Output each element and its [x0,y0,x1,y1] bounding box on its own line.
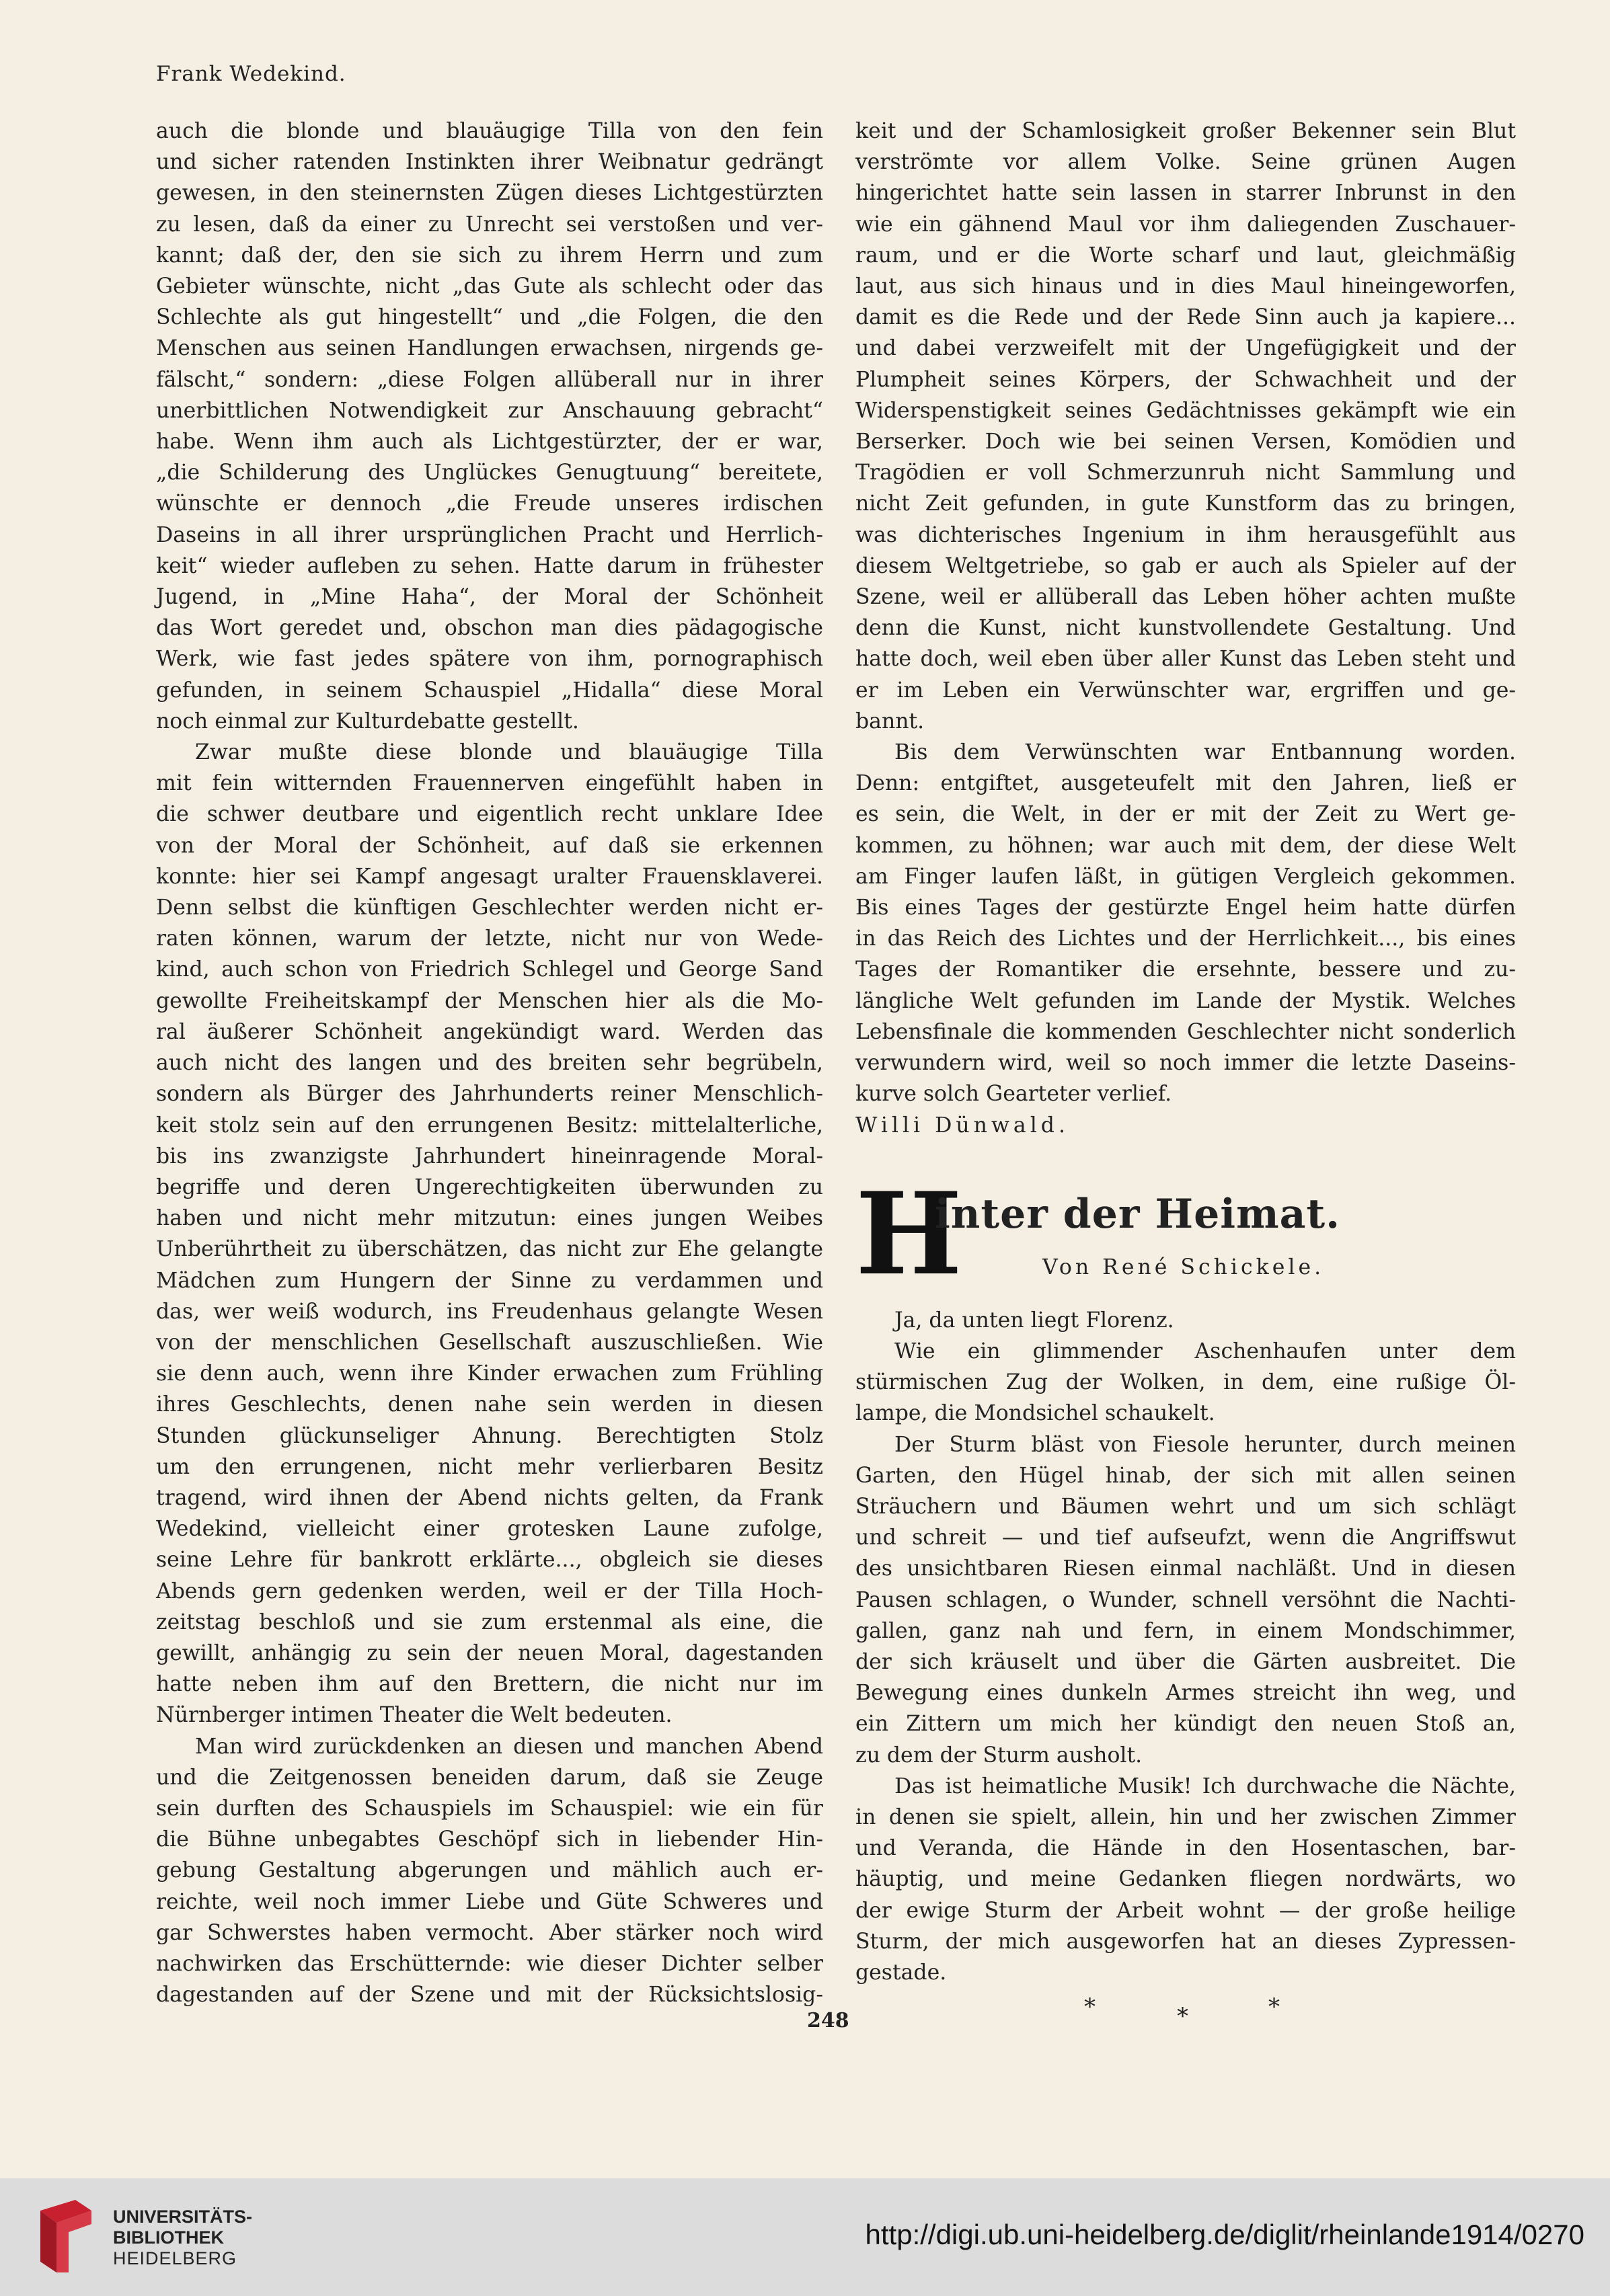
text-line: Das ist heimatliche Musik! Ich durchwache die Nächte, [894,1774,1516,1798]
text-line: Jugend, in „Mine Haha“, der Moral der Schönheit [156,585,823,610]
text-line: Berserker. Doch wie bei seinen Versen, Komödien und [855,430,1516,454]
text-line: und die Zeitgenossen beneiden darum, daß sie Zeuge [156,1765,823,1790]
text-line: habe. Wenn ihm auch als Lichtgestürzter, der er war, [156,430,823,454]
text-line: in denen sie spielt, allein, hin und her zwischen Zimmer [855,1805,1516,1829]
text-line: seine Lehre für bankrott erklärte..., obgleich sie dieses [156,1548,823,1573]
text-line: denn die Kunst, nicht kunstvollendete Gestaltung. Und [855,616,1516,641]
text-line: Tages der Romantiker die ersehnte, bessere und zu- [855,957,1516,982]
text-line: reichte, weil noch immer Liebe und Güte Schweres und [156,1889,823,1914]
text-line: Sträuchern und Bäumen wehrt und um sich schlägt [855,1494,1516,1519]
text-line: nicht Zeit gefunden, in gute Kunstform das zu bringen, [855,491,1516,516]
text-line: Mädchen zum Hungern der Sinne zu verdammen und [156,1268,823,1293]
text-line: hatte neben ihm auf den Brettern, die nicht nur im [156,1672,823,1697]
text-line: längliche Welt gefunden im Lande der Mystik. Welches [855,988,1516,1013]
text-line: keit und der Schamlosigkeit großer Bekenner sein Blut [855,119,1516,143]
text-line: häuptig, und meine Gedanken fliegen nordwärts, wo [855,1867,1516,1892]
text-line: Unberührtheit zu überschätzen, das nicht zur Ehe gelangte [156,1237,823,1262]
text-line: Abends gern gedenken werden, weil er der Tilla Hoch- [156,1579,823,1604]
text-line: Der Sturm bläst von Fiesole herunter, durch meinen [894,1432,1516,1457]
text-line: gar Schwerstes haben vermocht. Aber stärker noch wird [156,1920,823,1945]
text-line: Man wird zurückdenken an diesen und manchen Abend [195,1734,823,1759]
text-line: sie denn auch, wenn ihre Kinder erwachen zum Frühling [156,1361,823,1386]
text-line: tragend, wird ihnen der Abend nichts gelten, da Frank [156,1485,823,1510]
text-line: und sicher ratenden Instinkten ihrer Weibnatur gedrängt [156,150,823,175]
text-line: sondern als Bürger des Jahrhunderts reiner Menschlich- [156,1082,823,1107]
text-line: des unsichtbaren Riesen einmal nachläßt. Und in diesen [855,1556,1516,1581]
text-line: ihres Geschlechts, denen nahe sein werden in diesen [156,1392,823,1417]
text-line: Bis eines Tages der gestürzte Engel heim hatte dürfen [855,896,1516,920]
text-line: kurve solch Gearteter verlief. [855,1082,1172,1107]
text-line: um den errungenen, nicht mehr verlierbaren Besitz [156,1454,823,1479]
text-line: Nürnberger intimen Theater die Welt bedeuten. [156,1703,673,1728]
viewer-footer [0,2178,1610,2296]
text-line: zu dem der Sturm ausholt. [855,1743,1143,1768]
text-line: Bewegung eines dunkeln Armes streicht ihn weg, und [855,1681,1516,1706]
text-line: Zwar mußte diese blonde und blauäugige Tilla [195,740,823,765]
text-line: gestade. [855,1960,947,1985]
text-line: diesem Weltgetriebe, so gab er auch als Spieler auf der [855,553,1516,578]
text-line: Plumpheit seines Körpers, der Schwachheit und der [855,367,1516,392]
text-line: kind, auch schon von Friedrich Schlegel und George Sand [156,957,823,982]
text-line: Tragödien er voll Schmerzunruh nicht Sammlung und [855,461,1516,485]
text-line: raten können, warum der letzte, nicht nur von Wede- [156,926,823,951]
text-line: ein Zittern um mich her kündigt den neuen Stoß an, [855,1712,1516,1737]
page-number: 248 [807,2009,849,2032]
library-name-line: UNIVERSITÄTS- [113,2207,253,2227]
text-line: Gebieter wünschte, nicht „das Gute als schlecht oder das [156,274,823,299]
source-url-link[interactable]: http://digi.ub.uni-heidelberg.de/diglit/rheinlande1914/0270 [865,2219,1584,2250]
separator-star: * [1084,1993,1096,2021]
text-line: fälscht,“ sondern: „diese Folgen allüberall nur in ihrer [156,367,823,392]
text-line: unerbittlichen Notwendigkeit zur Anschauung gebracht“ [156,398,823,423]
text-line: wie ein gähnend Maul vor ihm daliegenden Zuschauer- [855,212,1516,237]
text-line: Stunden glückunseliger Ahnung. Berechtigten Stolz [156,1423,823,1448]
text-line: begriffe und deren Ungerechtigkeiten überwunden zu [156,1175,823,1199]
text-line: gefunden, in seinem Schauspiel „Hidalla“ diese Moral [156,678,823,703]
section-separator [855,1988,1516,2028]
article-title: inter der Heimat. [935,1190,1341,1238]
text-line: auch nicht des langen und des breiten sehr begrübeln, [156,1051,823,1076]
separator-star: * [1268,1993,1280,2021]
library-name-line: BIBLIOTHEK [113,2227,224,2248]
text-line: Schlechte als gut hingestellt“ und „die Folgen, die den [156,305,823,330]
text-line: der ewige Sturm der Arbeit wohnt — der große heilige [855,1898,1516,1923]
text-line: der sich kräuselt und über die Gärten ausbreitet. Die [855,1649,1516,1674]
text-line: wünschte er dennoch „die Freude unseres irdischen [156,491,823,516]
text-line: das Wort geredet und, obschon man dies pädagogische [156,616,823,641]
text-line: bis ins zwanzigste Jahrhundert hineinragende Moral- [156,1144,823,1169]
text-line: verströmte vor allem Volke. Seine grünen Augen [855,150,1516,175]
text-line: Widerspenstigkeit seines Gedächtnisses gekämpft wie ein [855,398,1516,423]
text-line: „die Schilderung des Unglückes Genugtuung“ bereitete, [156,461,823,485]
text-line: er im Leben ein Verwünschter war, ergriffen und ge- [855,678,1516,703]
text-line: dagestanden auf der Szene und mit der Rücksichtslosig- [156,1983,823,2008]
text-line: laut, aus sich hinaus und in dies Maul hineingeworfen, [855,274,1516,299]
article-heading [855,1166,1516,1305]
text-line: zu lesen, daß da einer zu Unrecht sei verstoßen und ver- [156,212,823,237]
text-line: gewollte Freiheitskampf der Menschen hier als die Mo- [156,988,823,1013]
text-line: und schreit — und tief aufseufzt, wenn die Angriffswut [855,1526,1516,1550]
text-line: und dabei verzweifelt mit der Ungefügigkeit und der [855,336,1516,361]
left-column [156,116,823,2010]
text-line: Szene, weil er allüberall das Leben höher achten mußte [855,585,1516,610]
drop-capital: H [855,1166,962,1300]
text-line: bannt. [855,709,925,734]
text-line: stürmischen Zug der Wolken, in dem, eine rußige Öl- [855,1370,1516,1395]
text-line: Wedekind, vielleicht einer grotesken Laune zufolge, [156,1517,823,1542]
text-line: Wie ein glimmender Aschenhaufen unter dem [894,1339,1516,1363]
text-line: Pausen schlagen, o Wunder, schnell versöhnt die Nachti- [855,1587,1516,1612]
text-line: kannt; daß der, den sie sich zu ihrem Herrn und zum [156,243,823,268]
text-line: gewesen, in den steinernsten Zügen dieses Lichtgestürzten [156,181,823,206]
signature: Willi Dünwald. [855,1113,1069,1138]
text-line: mit fein witternden Frauennerven eingefühlt haben in [156,771,823,796]
text-line: Sturm, der mich ausgeworfen hat an dieses Zypressen- [855,1929,1516,1954]
text-line: Lebensfinale die kommenden Geschlechter nicht sonderlich [855,1019,1516,1044]
text-line: hingerichtet hatte sein lassen in starrer Inbrunst in den [855,181,1516,206]
text-line: die Bühne unbegabtes Geschöpf sich in liebender Hin- [156,1827,823,1852]
text-line: damit es die Rede und der Rede Sinn auch ja kapiere... [855,305,1516,330]
text-line: was dichterisches Ingenium in ihm herausgefühlt aus [855,522,1516,547]
running-head: Frank Wedekind. [156,62,346,86]
text-line: Menschen aus seinen Handlungen erwachsen, nirgends ge- [156,336,823,361]
text-line: am Finger laufen läßt, in gütigen Vergleich gekommen. [855,864,1516,889]
text-line: Bis dem Verwünschten war Entbannung worden. [894,740,1516,765]
text-line: von der Moral der Schönheit, auf daß sie erkennen [156,833,823,858]
text-line: lampe, die Mondsichel schaukelt. [855,1401,1215,1426]
text-line: gebung Gestaltung abgerungen und mählich auch er- [156,1858,823,1883]
text-line: es sein, die Welt, in der er mit der Zeit zu Wert ge- [855,802,1516,827]
text-line: noch einmal zur Kulturdebatte gestellt. [156,709,579,734]
library-name-line: HEIDELBERG [113,2248,237,2268]
text-line: gewillt, anhängig zu sein der neuen Moral, dagestanden [156,1640,823,1665]
text-line: in das Reich des Lichtes und der Herrlichkeit..., bis eines [855,926,1516,951]
article-byline: Von René Schickele. [1042,1255,1325,1279]
text-line: Garten, den Hügel hinab, der sich mit allen seinen [855,1463,1516,1488]
article-body [855,1305,1516,1988]
signature-line [855,1110,1516,1141]
text-line: Werk, wie fast jedes spätere von ihm, pornographisch [156,647,823,672]
text-line: sein durften des Schauspiels im Schauspiel: wie ein für [156,1796,823,1821]
text-line: gallen, ganz nah und fern, in einem Mondschimmer, [855,1618,1516,1643]
text-line: die schwer deutbare und eigentlich recht unklare Idee [156,802,823,827]
library-name [113,2207,252,2269]
text-line: hatte doch, weil eben über aller Kunst das Leben steht und [855,647,1516,672]
text-line: keit stolz sein auf den errungenen Besitz: mittelalterliche, [156,1113,823,1138]
text-line: raum, und er die Worte scharf und laut, gleichmäßig [855,243,1516,268]
text-line: haben und nicht mehr mitzutun: eines jungen Weibes [156,1206,823,1231]
text-line: ral äußerer Schönheit angekündigt ward. Werden das [156,1019,823,1044]
text-line: Ja, da unten liegt Florenz. [894,1308,1174,1333]
text-line: verwundern wird, weil so noch immer die letzte Daseins- [855,1051,1516,1076]
previous-article-ending [855,116,1516,1110]
text-line: nachwirken das Erschütternde: wie dieser Dichter selber [156,1951,823,1976]
library-logo-icon [34,2197,94,2277]
text-line: zeitstag beschloß und sie zum erstenmal als eine, die [156,1610,823,1634]
text-line: konnte: hier sei Kampf angesagt uralter Frauensklaverei. [156,864,823,889]
text-line: auch die blonde und blauäugige Tilla von den fein [156,119,823,143]
text-line: Denn selbst die künftigen Geschlechter werden nicht er- [156,896,823,920]
text-line: kommen, zu höhnen; war auch mit dem, der diese Welt [855,833,1516,858]
separator-star: * [1177,2003,1188,2030]
text-line: Daseins in all ihrer ursprünglichen Pracht und Herrlich- [156,522,823,547]
text-line: von der menschlichen Gesellschaft auszuschließen. Wie [156,1330,823,1355]
text-line: Denn: entgiftet, ausgeteufelt mit den Jahren, ließ er [855,771,1516,796]
text-line: keit“ wieder aufleben zu sehen. Hatte darum in frühester [156,553,823,578]
right-column [855,116,1516,2028]
text-line: das, wer weiß wodurch, ins Freudenhaus gelangte Wesen [156,1299,823,1324]
text-line: und Veranda, die Hände in den Hosentaschen, bar- [855,1836,1516,1861]
